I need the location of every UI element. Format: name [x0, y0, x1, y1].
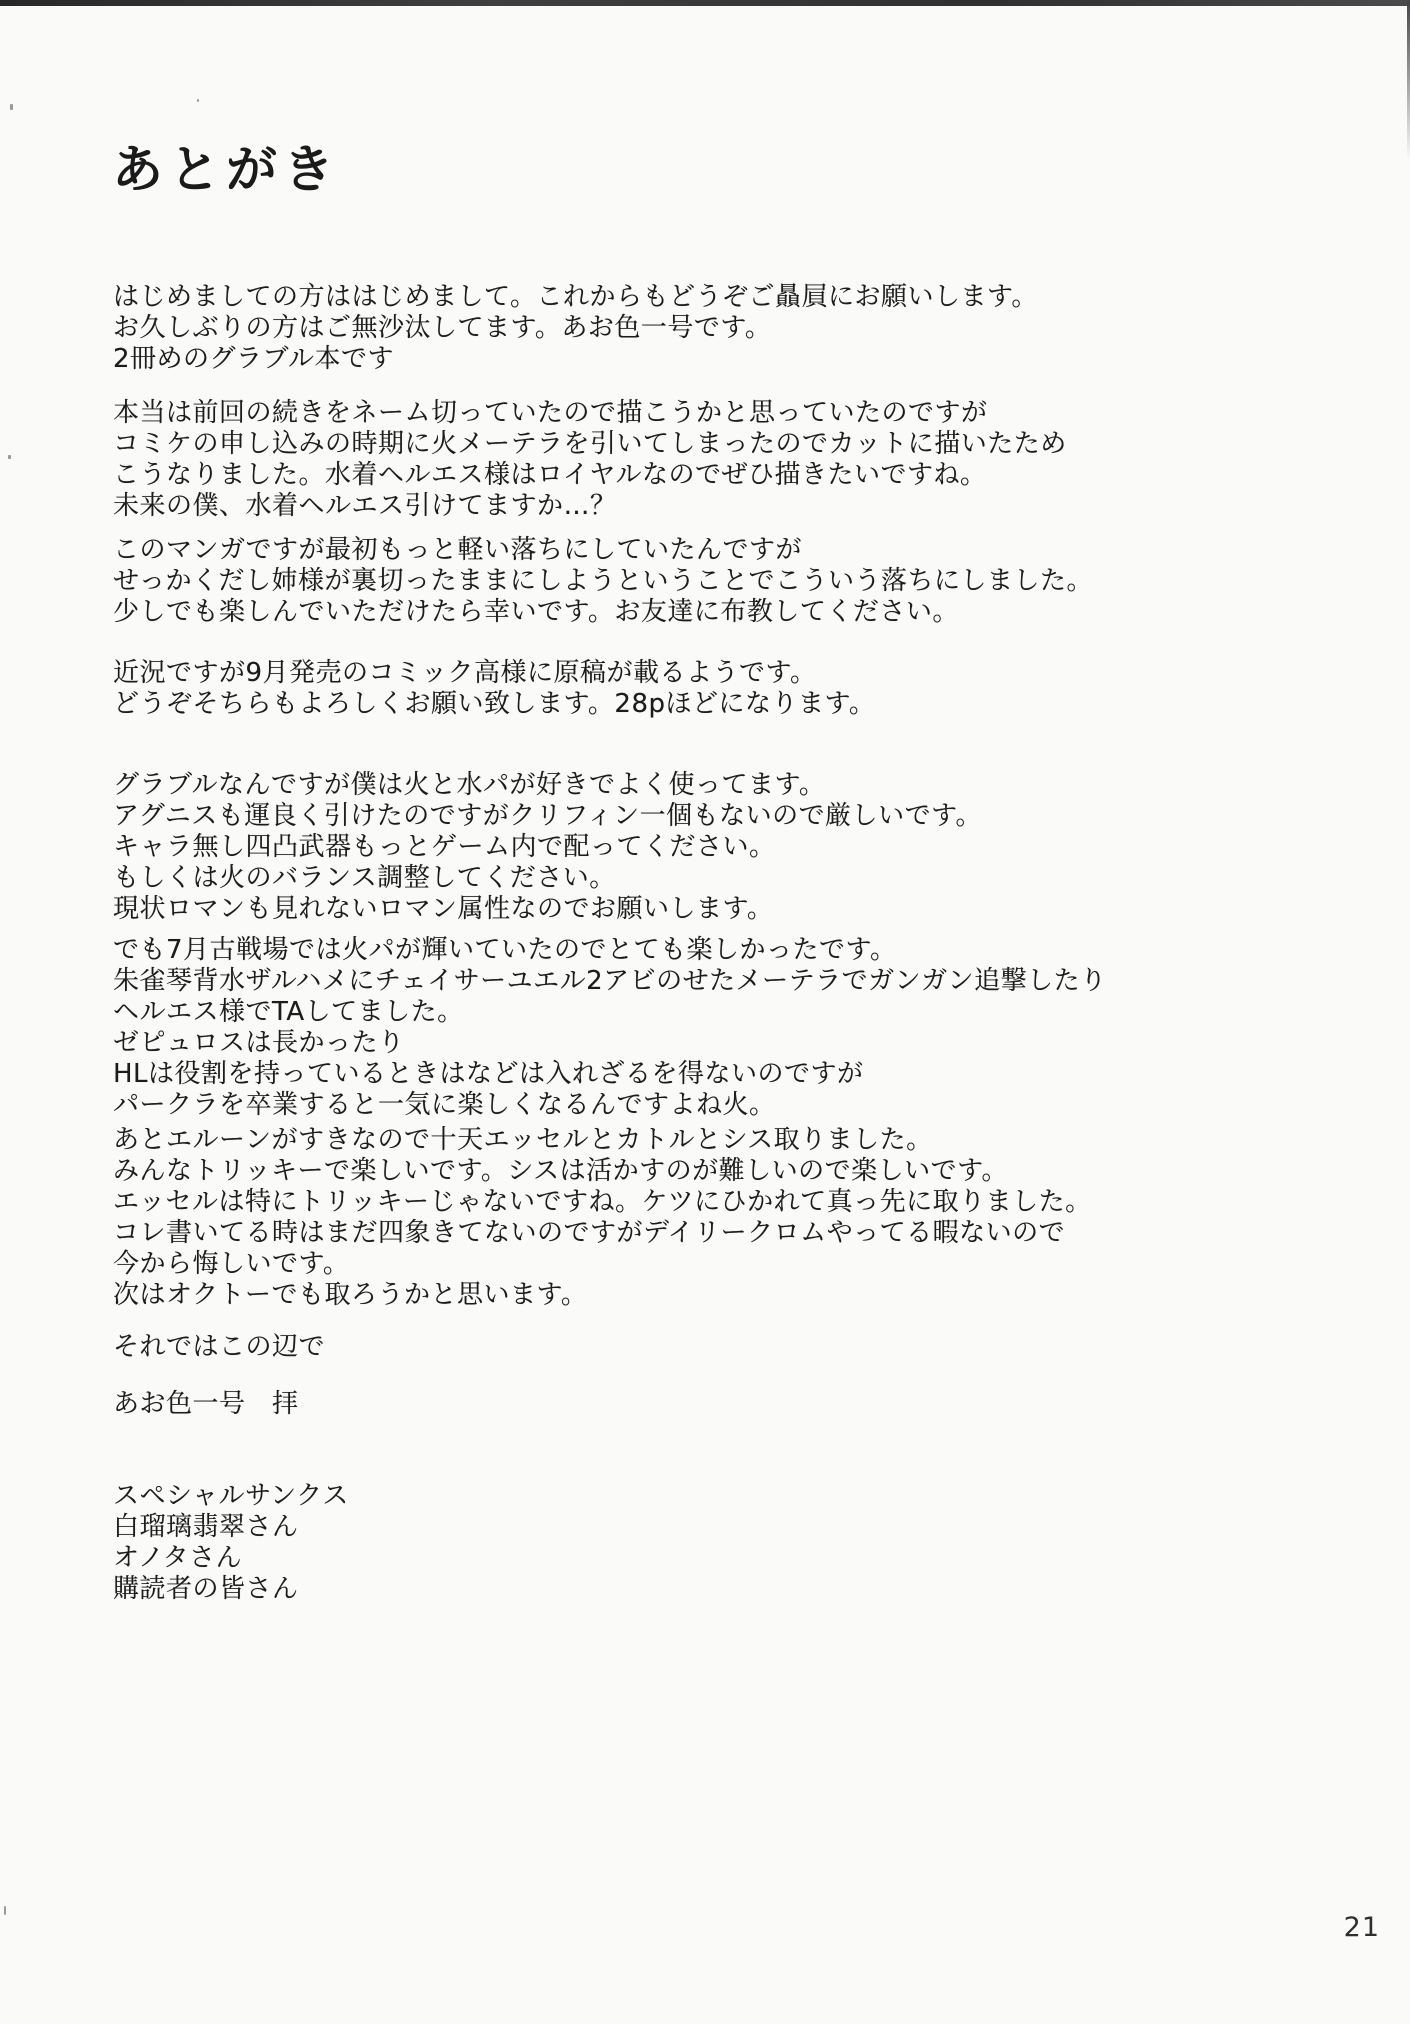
- text-line: もしくは火のバランス調整してください。: [113, 863, 616, 893]
- text-line: 本当は前回の続きをネーム切っていたので描こうかと思っていたのですが: [113, 398, 988, 428]
- text-line: 少しでも楽しんでいただけたら幸いです。お友達に布教してください。: [113, 597, 959, 627]
- paragraph: [113, 770, 1373, 925]
- text-line: このマンガですが最初もっと軽い落ちにしていたんですが: [113, 535, 803, 565]
- text-line: アグニスも運良く引けたのですがクリフィン一個もないので厳しいです。: [113, 801, 983, 831]
- text-line: 購読者の皆さん: [113, 1574, 299, 1604]
- scan-edge-artifact: [0, 0, 1410, 6]
- text-line: 朱雀琴背水ザルハメにチェイサーユエル2アビのせたメーテラでガンガン追撃したり: [113, 966, 1107, 996]
- text-line: せっかくだし姉様が裏切ったままにしようということでこういう落ちにしました。: [113, 566, 1093, 596]
- afterword-text: [113, 282, 1373, 1605]
- page-title: あとがき: [112, 141, 341, 200]
- paragraph: [113, 282, 1373, 375]
- text-line: スペシャルサンクス: [113, 1481, 349, 1511]
- text-line: HLは役割を持っているときはなどは入れざるを得ないのですが: [113, 1059, 864, 1089]
- paragraph: [113, 935, 1373, 1121]
- text-line: コミケの申し込みの時期に火メーテラを引いてしまったのでカットに描いたため: [113, 429, 1067, 459]
- text-line: グラブルなんですが僕は火と水パが好きでよく使ってます。: [113, 770, 826, 800]
- text-line: 近況ですが9月発売のコミック高様に原稿が載るようです。: [113, 658, 817, 688]
- text-line: エッセルは特にトリッキーじゃないですね。ケツにひかれて真っ先に取りました。: [113, 1187, 1092, 1217]
- text-line: 未来の僕、水着ヘルエス引けてますか…？: [113, 491, 617, 521]
- text-line: 白瑠璃翡翠さん: [113, 1512, 299, 1542]
- text-line: ゼピュロスは長かったり: [113, 1028, 405, 1058]
- scan-speck: [10, 104, 13, 110]
- paragraph: [113, 398, 1373, 522]
- text-line: はじめましての方ははじめまして。これからもどうぞご贔屓にお願いします。: [113, 282, 1038, 312]
- paragraph: [113, 1481, 1373, 1605]
- paragraph: [113, 1389, 1373, 1420]
- text-line: ヘルエス様でTAしてました。: [113, 997, 464, 1027]
- text-line: お久しぶりの方はご無沙汰してます。あお色一号です。: [113, 313, 772, 343]
- scan-speck: [197, 99, 199, 102]
- page-number: 21: [1343, 1912, 1380, 1943]
- text-line: コレ書いてる時はまだ四象きてないのですがデイリークロムやってる暇ないので: [113, 1218, 1066, 1248]
- text-line: 今から悔しいです。: [113, 1249, 350, 1279]
- text-line: みんなトリッキーで楽しいです。シスは活かすのが難しいので楽しいです。: [113, 1156, 1009, 1186]
- text-line: あとエルーンがすきなので十天エッセルとカトルとシス取りました。: [113, 1125, 933, 1155]
- text-line: あお色一号 拝: [113, 1389, 299, 1419]
- paragraph: [113, 658, 1373, 720]
- text-line: 次はオクトーでも取ろうかと思います。: [113, 1280, 588, 1310]
- scan-speck: [8, 455, 11, 459]
- scan-speck: [4, 1906, 6, 1915]
- paragraph: [113, 535, 1373, 628]
- text-line: どうぞそちらもよろしくお願い致します。28pほどになります。: [113, 689, 876, 719]
- text-line: こうなりました。水着ヘルエス様はロイヤルなのでぜひ描きたいですね。: [113, 460, 987, 490]
- paragraph: [113, 1125, 1373, 1311]
- text-line: パークラを卒業すると一気に楽しくなるんですよね火。: [113, 1090, 776, 1120]
- paragraph: [113, 1332, 1373, 1363]
- text-line: 現状ロマンも見れないロマン属性なのでお願いします。: [113, 894, 774, 924]
- text-line: それではこの辺で: [113, 1332, 326, 1362]
- text-line: キャラ無し四凸武器もっとゲーム内で配ってください。: [113, 832, 776, 862]
- text-line: 2冊めのグラブル本です: [113, 344, 395, 374]
- text-line: でも7月古戦場では火パが輝いていたのでとても楽しかったです。: [113, 935, 897, 965]
- text-line: オノタさん: [113, 1543, 243, 1573]
